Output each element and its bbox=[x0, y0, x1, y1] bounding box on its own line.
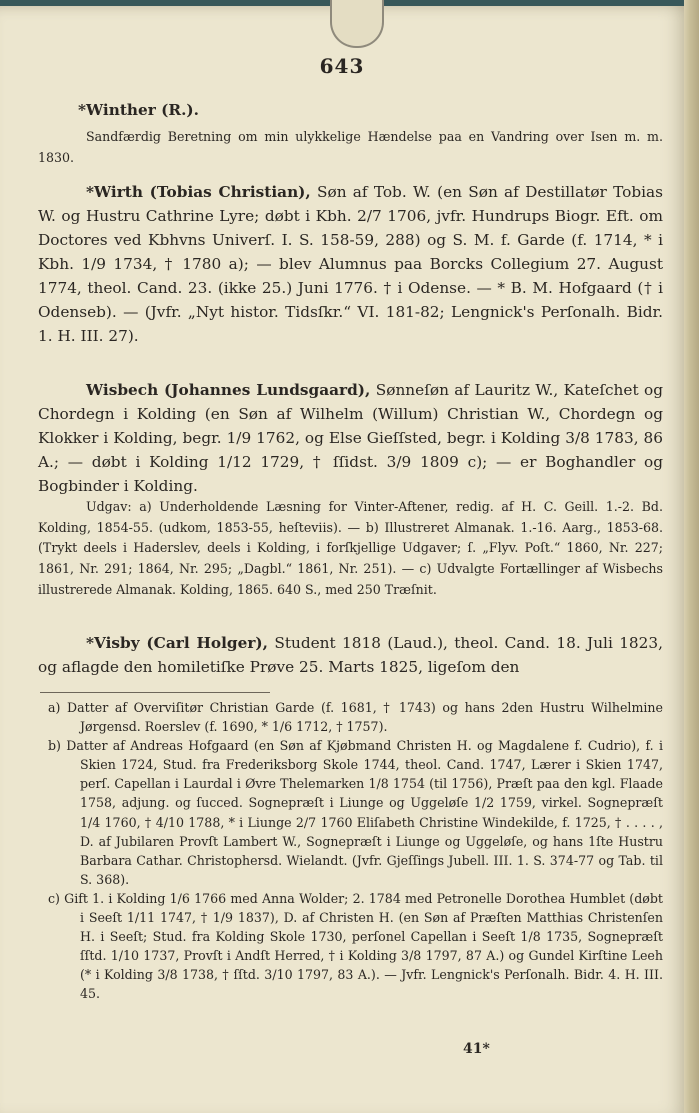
page-edge bbox=[684, 0, 699, 1113]
entry-heading: *Visby (Carl Holger), bbox=[86, 634, 268, 652]
footnotes bbox=[48, 698, 663, 1004]
entry-body: Sandfærdig Beretning om min ulykkelige Hændelse paa en Vandring over Isen m. m. 1830. bbox=[38, 129, 663, 165]
entry-heading: *Wirth (Tobias Christian), bbox=[86, 183, 311, 201]
footnote-b bbox=[48, 736, 663, 889]
footnote-a bbox=[48, 698, 663, 736]
binding-hole bbox=[330, 0, 384, 48]
entry-visby bbox=[38, 631, 663, 679]
footnote-label: a) bbox=[48, 700, 61, 715]
entry-body: Student 1818 (Laud.), theol. Cand. 18. Juli 1823, og aflagde den homiletiſke Prøve 25. Marts 1825, ligeſom den bbox=[38, 634, 663, 676]
page-number: 643 bbox=[319, 54, 365, 78]
footnote-text: Datter af Overviſitør Christian Garde (f. 1681, † 1743) og hans 2den Hustru Wilhelmine Jørgensd. Roerslev (f. 1690, * 1/6 1712, † 1757). bbox=[67, 700, 663, 735]
entry-heading: Wisbech (Johannes Lundsgaard), bbox=[86, 381, 371, 399]
entry-body: Sønneſøn af Lauritz W., Kateſchet og Chordegn i Kolding (en Søn af Wilhelm (Willum) Christian W., Chordegn og Klokker i Kolding, begr. 1/9 1762, og Else Gieſſsted, begr. i Kolding 3/8 1783, 86 A.; — døbt i Kolding 1/12 1729, † ſſidst. 3/9 1809 c); — er Boghandler og Bogbinder i Kolding. bbox=[38, 381, 664, 495]
footnote-text: Gift 1. i Kolding 1/6 1766 med Anna Wolder; 2. 1784 med Petronelle Dorothea Humblet (døbt i Seeſt 1/11 1747, † 1/9 1837), D. af Christen H. (en Søn af Præſten Matthias Christenſen H. i Seeſt; Stud. fra Kolding Skole 1730, perſonel Capellan i Seeſt 1/8 1735, Sognepræſt ſſtd. 1/10 1737, Provſt i Andſt Herred, † i Kolding 3/8 1797, 87 A.) og Gundel Kirſtine Leeh (* i Kolding 3/8 1738, † ſſtd. 3/10 1797, 83 A.). — Jvfr. Lengnick's Perſonalh. Bidr. 4. H. III. 45. bbox=[64, 890, 663, 1002]
footnote-c bbox=[48, 889, 663, 1004]
footnote-text: Datter af Andreas Hofgaard (en Søn af Kjøbmand Christen H. og Magdalene f. Cudrio), f. i Skien 1724, Stud. fra Frederiksborg Skole 1744, theol. Cand. 1747, Lærer i Skien 1747, perſ. Capellan i Laurdal i Øvre Thelemarken 1/8 1754 (til 1756), Præſt paa den kgl. Flaade 1758, adjung. og ſucced. Sognepræſt i Liunge og Uggeløſe 1/2 1759, virkel. Sognepræſt 1/4 1760, † 4/10 1788, * i Liunge 2/7 1760 Eliſabeth Christine Windekilde, f. 1725, † . . . . , D. af Jubilaren Provſt Lambert W., Sognepræſt i Liunge og Uggeløſe, og hans 1ſte Hustru Barbara Cathar. Christophersd. Wielandt. (Jvfr. Gjeſſings Jubell. III. 1. S. 374-77 og Tab. til S. 368). bbox=[66, 738, 663, 887]
entry-wisbech bbox=[38, 378, 663, 498]
book-page bbox=[0, 6, 685, 1113]
entry-heading: *Winther (R.). bbox=[78, 101, 199, 119]
signature-mark: 41* bbox=[463, 1041, 490, 1057]
footnote-separator bbox=[40, 692, 270, 693]
entry-body: Søn af Tob. W. (en Søn af Destillatør Tobias W. og Hustru Cathrine Lyre; døbt i Kbh. 2/7 1706, jvfr. Hundrups Biogr. Eft. om Doctores ved Kbhvns Univerſ. I. S. 158-59, 288) og S. M. f. Garde (f. 1714, * i Kbh. 1/9 1734, † 1780 a); — blev Alumnus paa Borcks Collegium 27. August 1774, theol. Cand. 23. (ikke 25.) Juni 1776. † i Odense. — * B. M. Hofgaard († i Odenseb). — (Jvfr. „Nyt histor. Tidsſkr.“ VI. 181-82; Lengnick's Perſonalh. Bidr. 1. H. III. 27). bbox=[38, 183, 663, 345]
entry-wirth bbox=[38, 180, 663, 348]
footnote-label: c) bbox=[48, 890, 60, 906]
wisbech-publications bbox=[38, 497, 663, 601]
footnote-label: b) bbox=[48, 738, 61, 754]
publications-text: Udgav: a) Underholdende Læsning for Vinter-Aftener, redig. af H. C. Geill. 1.-2. Bd. Kolding, 1854-55. (udkom, 1853-55, heſteviis). — b) Illustreret Almanak. 1.-16. Aarg., 1853-68. (Trykt deels i Haderslev, deels i Kolding, i forſkjellige Udgaver; ſ. „Flyv. Poſt.“ 1860, Nr. 227; 1861, Nr. 291; 1864, Nr. 295; „Dagbl.“ 1861, Nr. 251). — c) Udvalgte Fortællinger af Wisbechs illustrerede Almanak. Kolding, 1865. 640 S., med 250 Træſnit. bbox=[38, 499, 663, 597]
entry-winther bbox=[38, 98, 663, 168]
